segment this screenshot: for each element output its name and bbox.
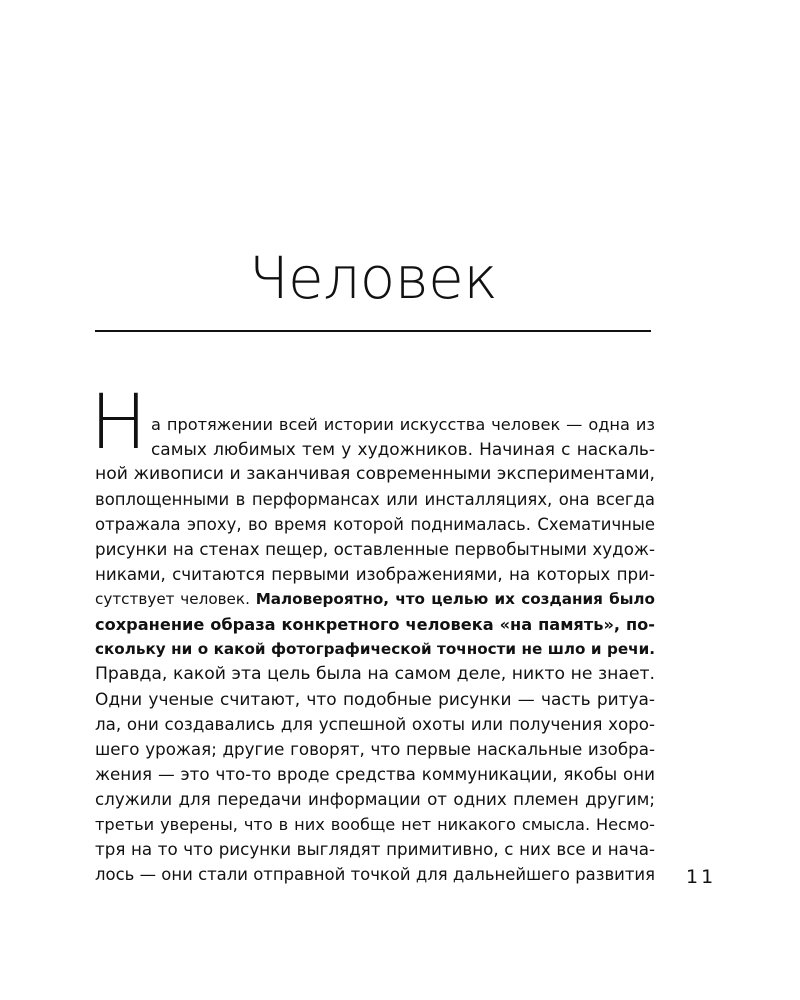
text-line: ной живописи и заканчивая современными экспериментами,	[95, 464, 655, 484]
text-line: рисунки на стенах пещер, оставленные первобытными худож-	[95, 539, 655, 559]
body-paragraph	[95, 412, 655, 887]
text-line: Одни ученые считают, что подобные рисунки — часть ритуа-	[95, 689, 655, 709]
text-line: самых любимых тем у художников. Начиная с наскаль-	[151, 439, 655, 459]
text-line: отражала эпоху, во время которой поднималась. Схематичные	[95, 515, 655, 534]
text-line: служили для передачи информации от одних племен другим;	[95, 789, 655, 809]
title-divider	[95, 330, 651, 332]
text-line: никами, считаются первыми изображениями, на которых при-	[95, 564, 655, 584]
chapter-title: Человек	[248, 244, 498, 312]
text-line: Правда, какой эта цель была на самом деле, никто не знает.	[95, 664, 655, 684]
text-line: а протяжении всей истории искусства человек — одна из	[151, 415, 655, 434]
text-line: жения — это что-то вроде средства коммуникации, якобы они	[95, 764, 655, 784]
page-number: 11	[686, 866, 717, 888]
bold-text-line: скольку ни о какой фотографической точности не шло и речи.	[95, 640, 655, 658]
text-line: воплощенными в перформансах или инсталляциях, она всегда	[95, 490, 655, 509]
text-line: тря на то что рисунки выглядят примитивно, с них все и нача-	[95, 839, 655, 859]
text-run: сутствует человек.	[95, 590, 256, 608]
text-line: третьи уверены, что в них вообще нет никакого смысла. Несмо-	[95, 815, 655, 834]
text-line: шего урожая; другие говорят, что первые наскальные изобра-	[95, 739, 655, 759]
text-line: лось — они стали отправной точкой для дальнейшего развития	[95, 865, 655, 884]
bold-text-run: Маловероятно, что целью их создания было	[255, 590, 655, 608]
text-line	[95, 587, 655, 612]
drop-cap: Н	[90, 377, 148, 466]
bold-text-line: сохранение образа конкретного человека «на память», по-	[95, 615, 655, 634]
text-line: ла, они создавались для успешной охоты или получения хоро-	[95, 714, 655, 734]
